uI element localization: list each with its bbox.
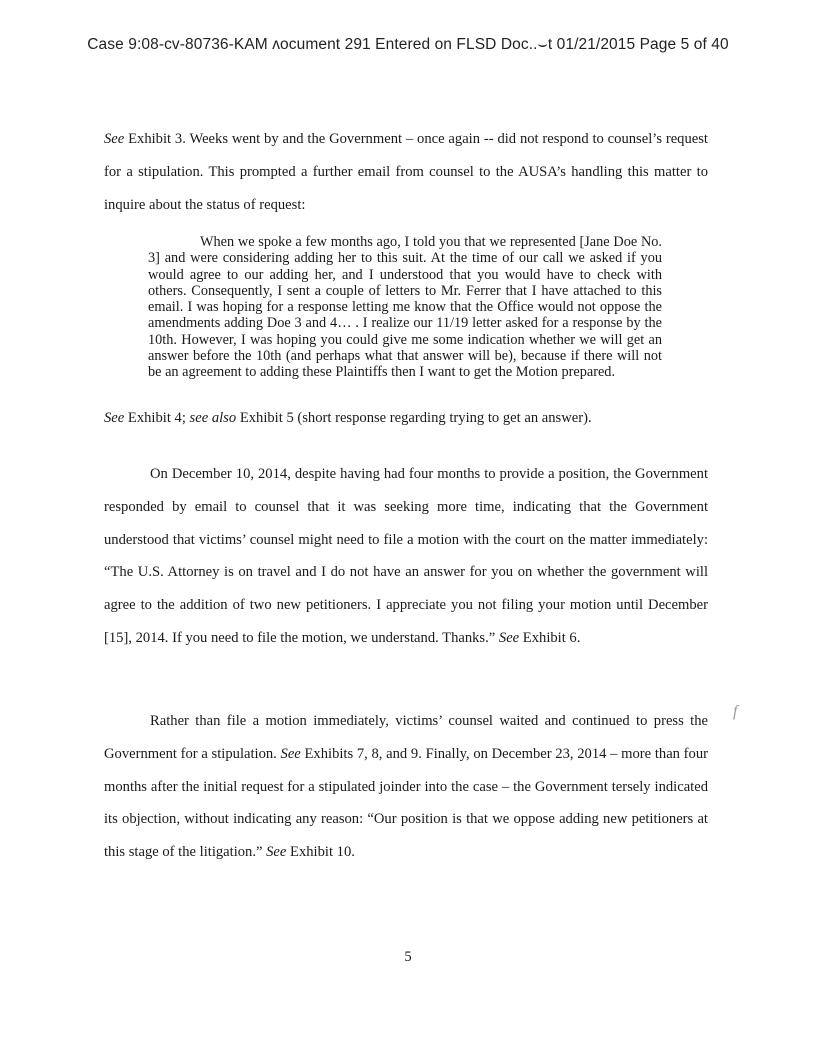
signal-see: See xyxy=(266,844,287,861)
paragraph-exhibit-4 xyxy=(104,402,708,435)
page-number: 5 xyxy=(404,949,412,965)
case-header: Case 9:08-cv-80736-KAM ʌocument 291 Entered on FLSD Doc..⌣t 01/21/2015 Page 5 of 40 xyxy=(87,36,729,53)
block-quote-email xyxy=(148,234,662,381)
quote-text: When we spoke a few months ago, I told you that we represented [Jane Doe No. 3] and were considering adding her to this suit. At the time of our call we asked if you would agree to our adding her, and I understood that you would have to check with others. Consequently, I sent a couple of letters to Mr. Ferrer that I have attached to this email. I was hoping for a response letting me know that the Office would not oppose the amendments adding Doe 3 and 4… . I realize our 11/19 letter asked for a response by the 10th. However, I was hoping you could give me some indication whether we will get an answer before the 10th (and perhaps what that answer will be), because if there will not be an agreement to adding these Plaintiffs then I want to get the Motion prepared. xyxy=(148,234,662,381)
signal-see: See xyxy=(104,131,125,147)
paragraph-text: Exhibit 4; xyxy=(124,410,190,426)
paragraph-december-10 xyxy=(104,458,708,655)
paragraph-text: Exhibit 6. xyxy=(519,629,581,646)
paragraph-text: Exhibit 10. xyxy=(286,844,355,861)
signal-see: See xyxy=(498,629,520,646)
paragraph-text: Exhibits 7, 8, and 9. Finally, on December 23, 2014 – more than four months after the initial request for a stipulated joinder into the case – the Government tersely indicated its objection, without indicating any reason: “Our position is that we oppose adding new petitioners at this stage of the litigation.” xyxy=(104,745,708,861)
signal-see: See xyxy=(280,745,301,762)
paragraph-exhibit-3 xyxy=(104,123,708,221)
paragraph-text: Exhibit 3. Weeks went by and the Government – once again -- did not respond to counsel’s request for a stipulation. This prompted a further email from counsel to the AUSA’s handling this matter to inquire about the status of request: xyxy=(104,131,708,213)
signal-see-also: see also xyxy=(189,410,237,426)
paragraph-text: Rather than file a motion immediately, victims’ counsel waited and continued to press the Government for a stipulation. xyxy=(104,713,708,762)
paragraph-text: Exhibit 5 (short response regarding trying to get an answer). xyxy=(236,410,592,426)
signal-see: See xyxy=(104,410,125,426)
paragraph-text: On December 10, 2014, despite having had four months to provide a position, the Government responded by email to counsel that it was seeking more time, indicating that the Government understood that victims’ counsel might need to file a motion with the court on the matter immediately: “The U.S. Attorney is on travel and I do not have an answer for you on whether the government will agree to the addition of two new petitioners. I appreciate you not filing your motion until December [15], 2014. If you need to file the motion, we understand. Thanks.” xyxy=(104,466,708,646)
margin-mark: f xyxy=(733,703,738,720)
paragraph-december-23 xyxy=(104,705,708,869)
